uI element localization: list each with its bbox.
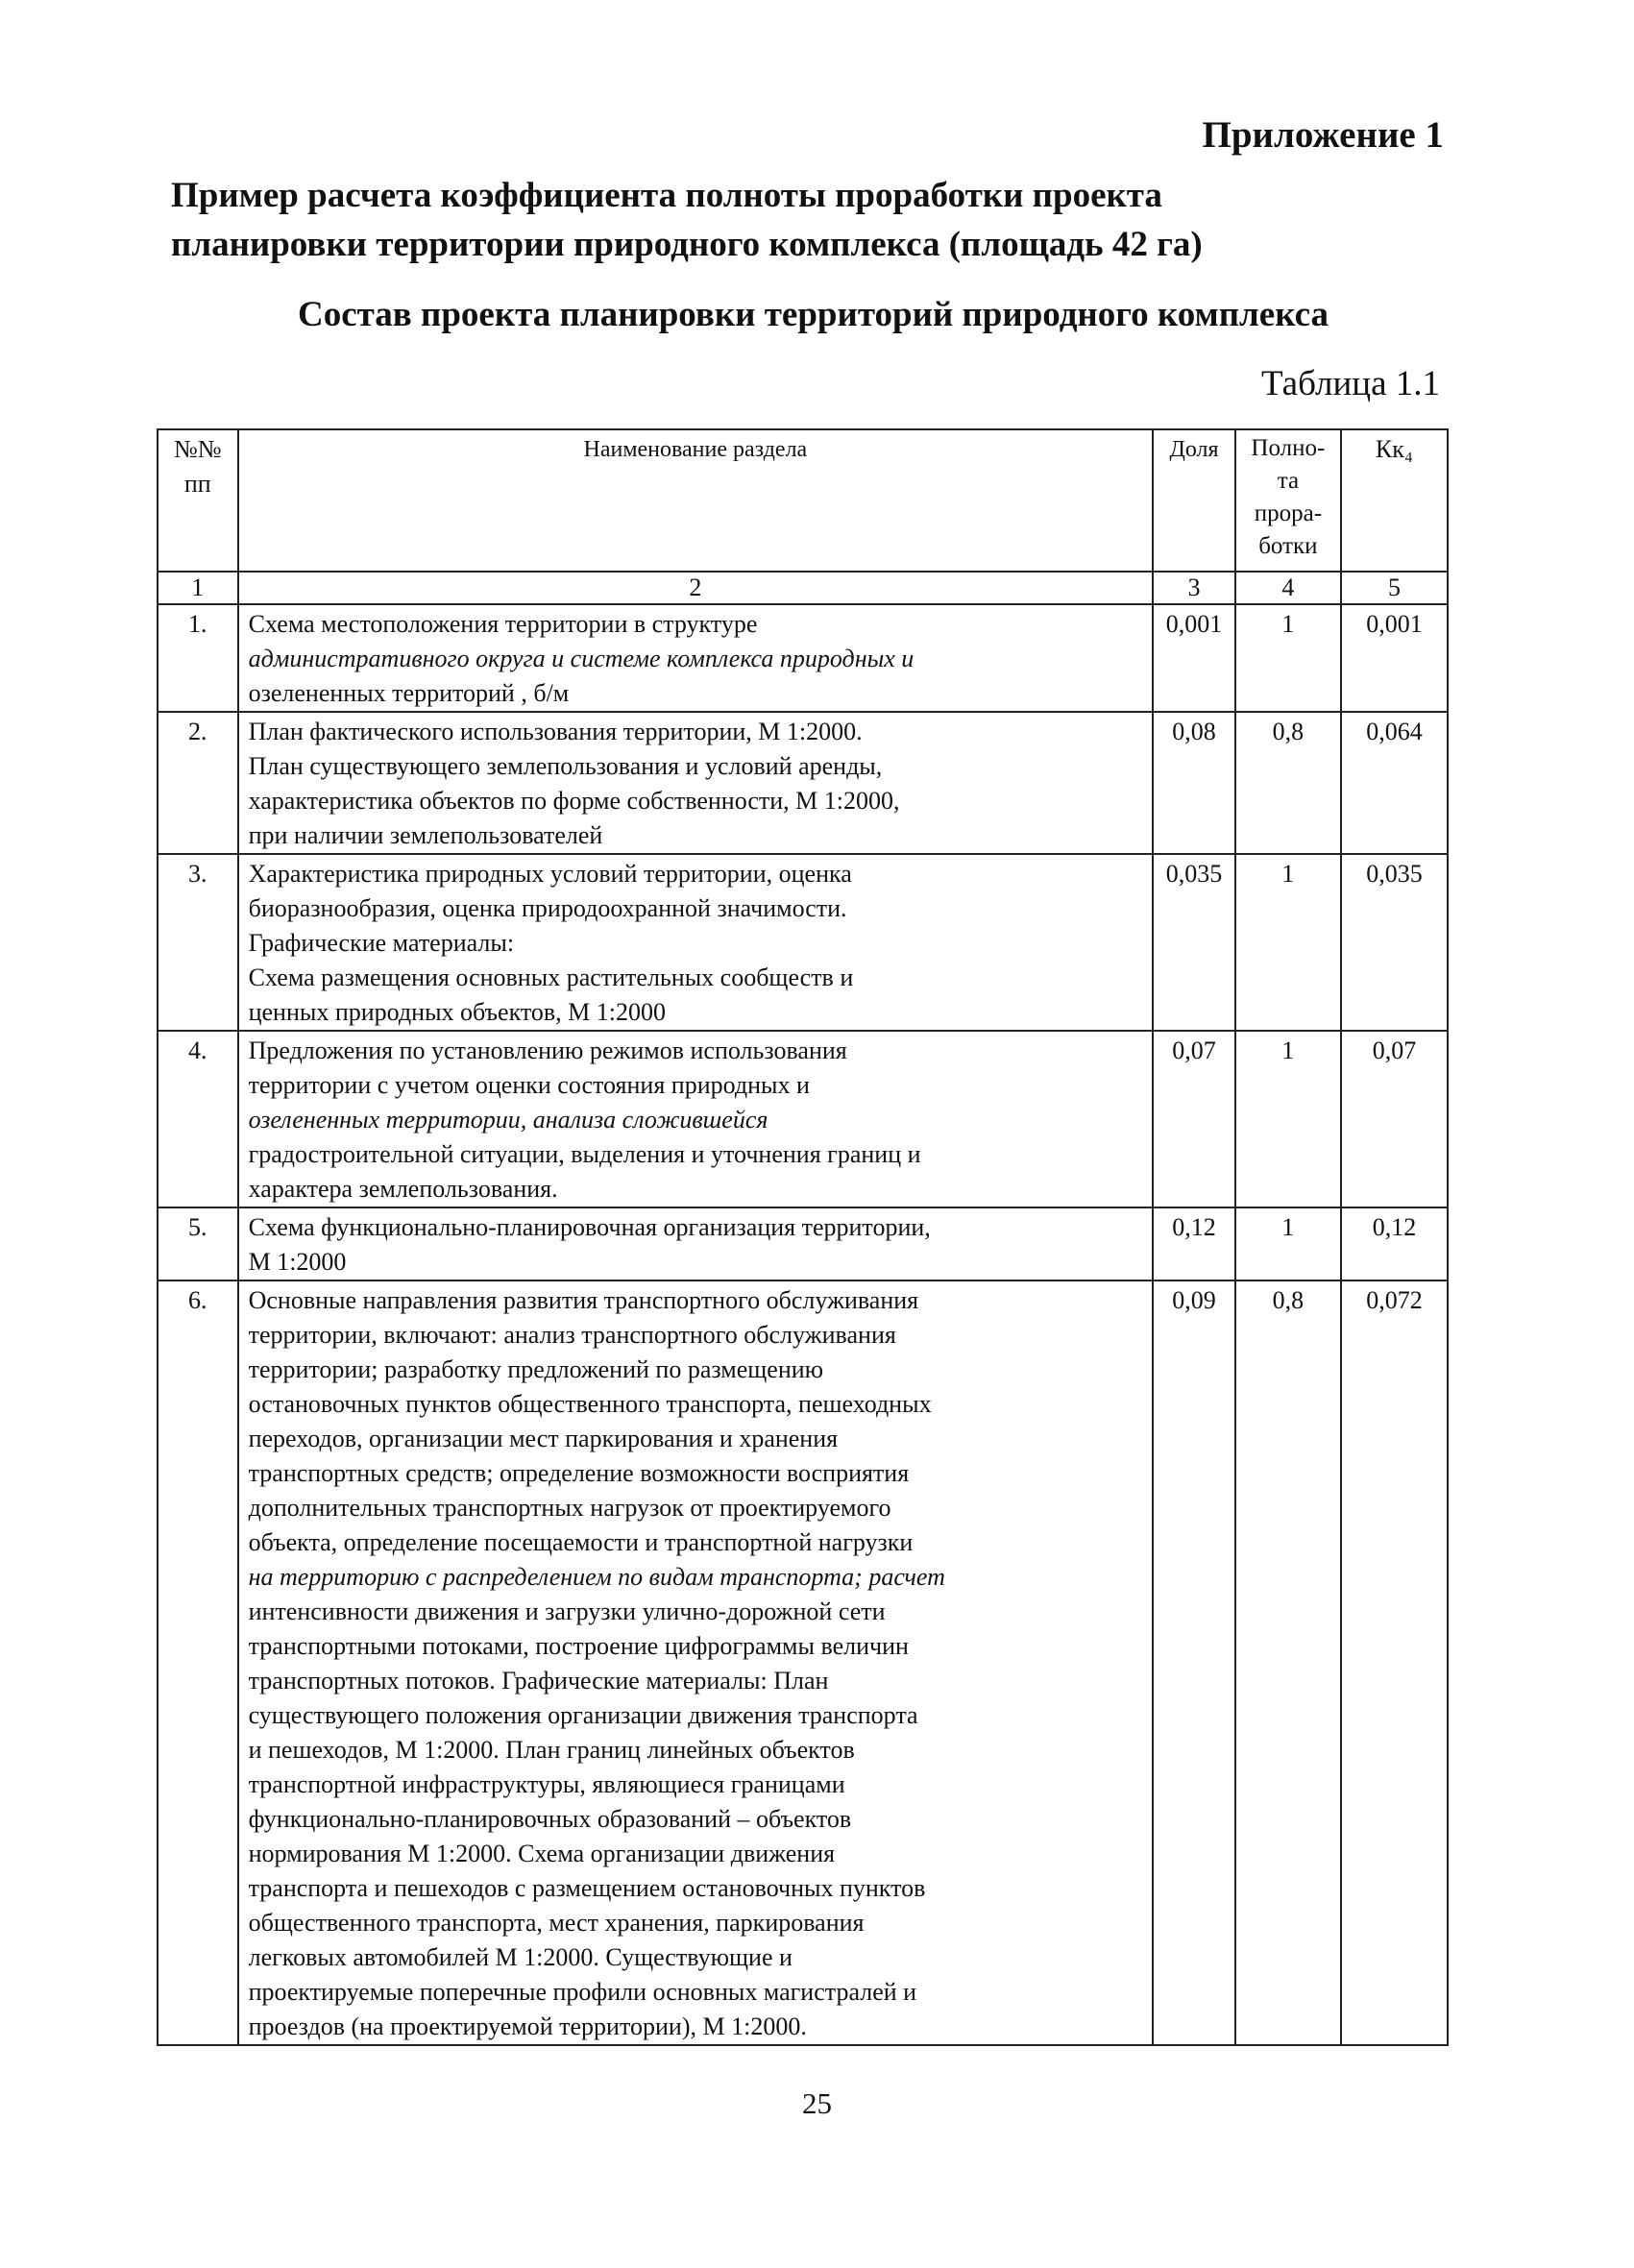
row-number: 6. (158, 1280, 238, 2045)
row-description (238, 712, 1154, 854)
description-line: биоразнообразия, оценка природоохранной значимости. (248, 894, 847, 922)
description-line: озелененных территорий , б/м (248, 679, 570, 707)
table-index-row (158, 572, 1448, 604)
description-line: общественного транспорта, мест хранения, паркирования (248, 1909, 865, 1937)
description-line: территории с учетом оценки состояния природных и (248, 1071, 810, 1099)
description-line: М 1:2000 (248, 1248, 347, 1276)
row-number: 5. (158, 1207, 238, 1280)
header-completeness-line3: прора- (1254, 500, 1323, 526)
index-cell: 5 (1341, 572, 1448, 604)
row-completeness: 1 (1235, 854, 1341, 1031)
row-description (238, 1280, 1154, 2045)
row-share: 0,12 (1153, 1207, 1235, 1280)
description-line: объекта, определение посещаемости и транспортной нагрузки (248, 1528, 914, 1556)
table-row (158, 1207, 1448, 1280)
row-share: 0,07 (1153, 1031, 1235, 1207)
row-description (238, 854, 1154, 1031)
row-description (238, 1207, 1154, 1280)
row-share: 0,001 (1153, 604, 1235, 712)
row-completeness: 0,8 (1235, 1280, 1341, 2045)
header-section-name: Наименование раздела (238, 429, 1154, 572)
row-number: 4. (158, 1031, 238, 1207)
description-line: и пешеходов, М 1:2000. План границ линейных объектов (248, 1736, 855, 1764)
description-line: Схема местоположения территории в структуре (248, 610, 758, 638)
table-label: Таблица 1.1 (1261, 364, 1440, 403)
appendix-label: Приложение 1 (1202, 114, 1444, 156)
table-row (158, 604, 1448, 712)
description-line: существующего положения организации движения транспорта (248, 1701, 918, 1729)
header-number-line2: пп (183, 470, 211, 498)
description-line: проектируемые поперечные профили основных магистралей и (248, 1978, 917, 2006)
row-description (238, 1031, 1154, 1207)
header-completeness-line1: Полно- (1251, 435, 1326, 461)
description-line: транспорта и пешеходов с размещением остановочных пунктов (248, 1874, 926, 1902)
description-line: территории, включают: анализ транспортного обслуживания (248, 1321, 896, 1349)
description-line: транспортных средств; определение возможности восприятия (248, 1459, 910, 1487)
header-completeness (1235, 429, 1341, 572)
index-cell: 3 (1153, 572, 1235, 604)
table-row (158, 1280, 1448, 2045)
description-line: Графические материалы: (248, 929, 515, 957)
description-line: интенсивности движения и загрузки улично-дорожной сети (248, 1597, 886, 1625)
page-title (171, 171, 1324, 269)
description-line: Схема размещения основных растительных сообществ и (248, 963, 854, 991)
row-number: 1. (158, 604, 238, 712)
table-row (158, 712, 1448, 854)
description-line: нормирования М 1:2000. Схема организации движения (248, 1840, 836, 1867)
header-number-line1: №№ (173, 435, 222, 463)
row-kk: 0,07 (1341, 1031, 1448, 1207)
composition-table (157, 428, 1449, 2046)
section-title: Состав проекта планировки территорий природного комплекса (298, 295, 1329, 334)
description-line: дополнительных транспортных нагрузок от проектируемого (248, 1494, 891, 1522)
row-share: 0,08 (1153, 712, 1235, 854)
description-line: градостроительной ситуации, выделения и уточнения границ и (248, 1140, 921, 1168)
title-line-1: Пример расчета коэффициента полноты проработки проекта (171, 176, 1162, 215)
description-line: характера землепользования. (248, 1175, 558, 1203)
header-completeness-line2: та (1277, 468, 1300, 494)
row-completeness: 0,8 (1235, 712, 1341, 854)
description-line: Схема функционально-планировочная организация территории, (248, 1213, 931, 1241)
row-description (238, 604, 1154, 712)
description-line: ценных природных объектов, М 1:2000 (248, 998, 667, 1026)
description-line: переходов, организации мест паркирования и хранения (248, 1425, 839, 1452)
row-completeness: 1 (1235, 1207, 1341, 1280)
row-share: 0,09 (1153, 1280, 1235, 2045)
table-header-row (158, 429, 1448, 572)
row-number: 2. (158, 712, 238, 854)
index-cell: 1 (158, 572, 238, 604)
title-line-2: планировки территории природного комплекса (площадь 42 га) (171, 225, 1203, 264)
row-share: 0,035 (1153, 854, 1235, 1031)
row-kk: 0,064 (1341, 712, 1448, 854)
description-line: Характеристика природных условий территории, оценка (248, 860, 852, 888)
page-number: 25 (802, 2086, 832, 2120)
header-number (158, 429, 238, 572)
description-line: функционально-планировочных образований – объектов (248, 1805, 852, 1833)
description-line: характеристика объектов по форме собственности, М 1:2000, (248, 787, 900, 815)
description-line: План существующего землепользования и условий аренды, (248, 752, 883, 780)
table-row (158, 1031, 1448, 1207)
description-line: Основные направления развития транспортного обслуживания (248, 1286, 919, 1314)
header-completeness-line4: ботки (1258, 533, 1318, 559)
index-cell: 4 (1235, 572, 1341, 604)
description-line: административного округа и системе комплекса природных и (248, 645, 915, 672)
description-line: при наличии землепользователей (248, 821, 603, 849)
row-number: 3. (158, 854, 238, 1031)
row-completeness: 1 (1235, 604, 1341, 712)
description-line: транспортных потоков. Графические материалы: План (248, 1667, 829, 1695)
description-line: План фактического использования территории, М 1:2000. (248, 718, 863, 745)
header-kk: Кк₄ (1341, 429, 1448, 572)
description-line: на территорию с распределением по видам транспорта; расчет (248, 1563, 945, 1591)
row-kk: 0,001 (1341, 604, 1448, 712)
description-line: остановочных пунктов общественного транспорта, пешеходных (248, 1390, 932, 1418)
index-cell: 2 (238, 572, 1154, 604)
description-line: озелененных территории, анализа сложившейся (248, 1106, 768, 1134)
row-kk: 0,035 (1341, 854, 1448, 1031)
description-line: транспортной инфраструктуры, являющиеся границами (248, 1770, 845, 1798)
row-kk: 0,072 (1341, 1280, 1448, 2045)
row-completeness: 1 (1235, 1031, 1341, 1207)
description-line: Предложения по установлению режимов использования (248, 1036, 847, 1064)
description-line: легковых автомобилей М 1:2000. Существующие и (248, 1943, 793, 1971)
row-kk: 0,12 (1341, 1207, 1448, 1280)
header-share: Доля (1153, 429, 1235, 572)
description-line: проездов (на проектируемой территории), М 1:2000. (248, 2012, 807, 2040)
description-line: территории; разработку предложений по размещению (248, 1355, 824, 1383)
table-row (158, 854, 1448, 1031)
description-line: транспортными потоками, построение цифрограммы величин (248, 1632, 909, 1660)
